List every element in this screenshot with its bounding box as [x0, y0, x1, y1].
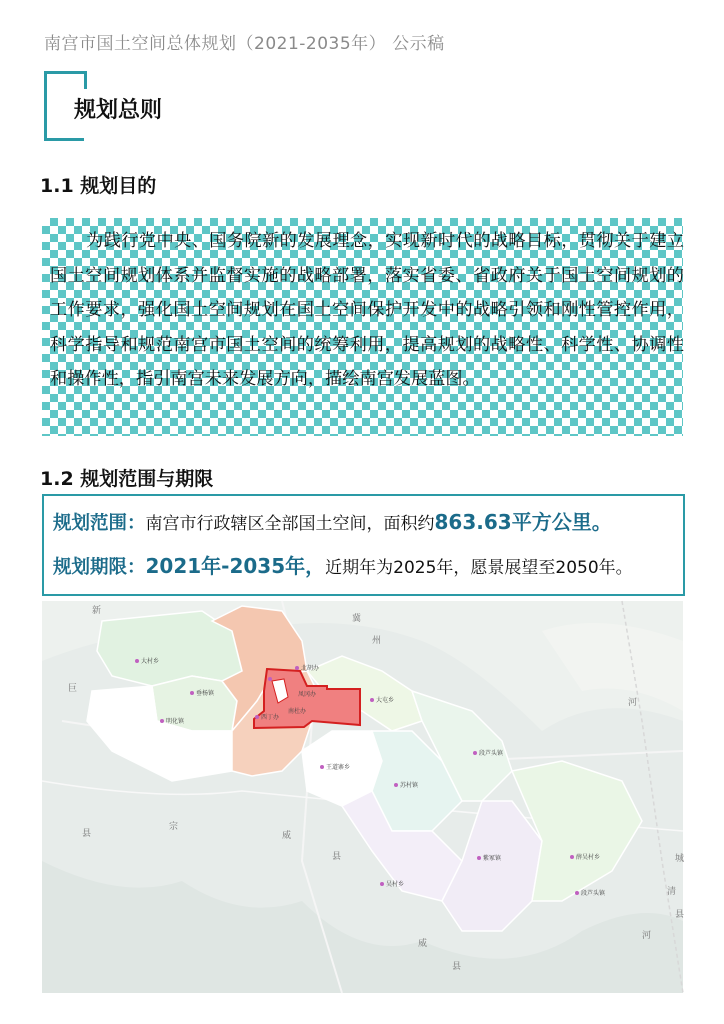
- bg-label: 冀: [352, 614, 362, 624]
- place-label: 苏村镇: [400, 782, 419, 789]
- period-range-value: 2021年-2035年，: [145, 554, 326, 578]
- planning-area-map: [42, 601, 683, 993]
- place-label: 南杜办: [288, 708, 307, 715]
- scope-line: [53, 506, 612, 535]
- period-label: 规划期限：: [53, 557, 146, 578]
- place-label: 垂杨镇: [196, 690, 215, 697]
- bg-label: 宗: [169, 822, 179, 832]
- place-label: 凤冈办: [298, 691, 317, 698]
- period-line: [53, 550, 633, 579]
- period-text: 近期年为2025年，愿景展望至2050年。: [325, 558, 633, 578]
- bg-label: 城: [675, 854, 685, 864]
- bg-label: 新: [92, 606, 102, 616]
- scope-period-box: [42, 494, 685, 596]
- document-header-title: 南宫市国土空间总体规划（2021-2035年） 公示稿: [44, 34, 445, 54]
- place-label: 段芦头镇: [581, 890, 606, 897]
- place-label: 明化镇: [166, 718, 185, 725]
- bg-label: 县: [332, 852, 342, 862]
- section-1-title: 1.1 规划目的: [40, 175, 157, 197]
- scope-label: 规划范围：: [53, 513, 146, 534]
- bg-label: 巨: [68, 684, 78, 694]
- scope-area-value: 863.63平方公里。: [434, 510, 612, 534]
- place-label: 吴村乡: [386, 881, 405, 888]
- bg-label: 河: [642, 931, 652, 941]
- place-label: 段芦头镇: [479, 750, 504, 757]
- map-svg: [42, 601, 683, 993]
- bg-label: 威: [282, 831, 292, 841]
- bg-label: 县: [675, 910, 685, 920]
- bg-label: 威: [418, 939, 428, 949]
- purpose-block: [42, 218, 683, 436]
- chapter-title: 规划总则: [74, 98, 163, 123]
- scope-text: 南宫市行政辖区全部国土空间，面积约: [145, 514, 435, 534]
- place-label: 薛吴村乡: [576, 854, 601, 861]
- place-label: 西丁办: [261, 714, 280, 721]
- place-label: 王道寨乡: [326, 764, 351, 771]
- bg-label: 县: [452, 962, 462, 972]
- bg-label: 州: [372, 636, 382, 646]
- section-2-title: 1.2 规划范围与期限: [40, 468, 214, 490]
- place-label: 紫冢镇: [483, 855, 502, 862]
- place-label: 大村乡: [141, 658, 160, 665]
- place-label: 北胡办: [301, 665, 320, 672]
- bg-label: 清: [667, 887, 677, 897]
- bg-label: 县: [82, 829, 92, 839]
- purpose-paragraph: 为践行党中央、国务院新的发展理念，实现新时代的战略目标，贯彻关于建立国土空间规划体系并监督实施的战略部署，落实省委、省政府关于国土空间规划的工作要求，强化国土空间规划在国土空间保护开发中的战略引领和刚性管控作用，科学指导和规范南宫市国土空间的统筹利用，提高规划的战略性、科学性、协调性和操作性，指引南宫未来发展方向，描绘南宫发展蓝图。: [50, 231, 684, 390]
- bg-label: 河: [628, 698, 638, 708]
- place-label: 大屯乡: [376, 697, 395, 704]
